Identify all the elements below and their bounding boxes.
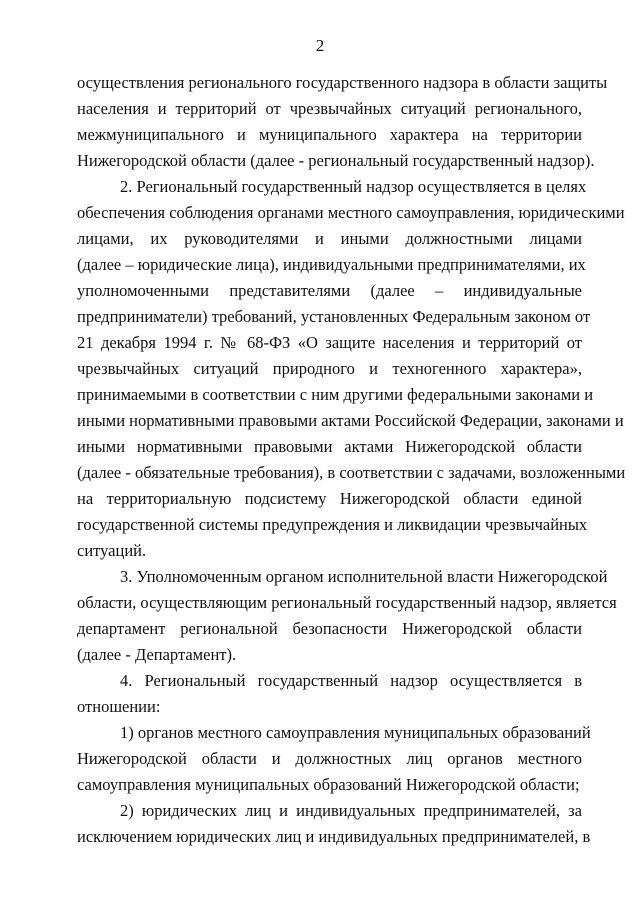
- text-line: (далее - Департамент).: [77, 645, 237, 664]
- text-line: департамент региональной безопасности Нижегородской области: [77, 619, 582, 638]
- text-line: населения и территорий от чрезвычайных ситуаций регионального,: [77, 99, 582, 118]
- list-item-1-first-line: 1) органов местного самоуправления муниципальных образований: [120, 723, 591, 742]
- text-line: обеспечения соблюдения органами местного самоуправления, юридическими: [77, 203, 625, 222]
- text-line: межмуниципального и муниципального характера на территории: [77, 125, 582, 144]
- text-line: иными нормативными правовыми актами Российской Федерации, законами и: [77, 411, 624, 430]
- text-line: исключением юридических лиц и индивидуальных предпринимателей, в: [77, 827, 591, 846]
- page-number: 2: [315, 36, 325, 55]
- text-line: на территориальную подсистему Нижегородской области единой: [77, 489, 582, 508]
- text-line: принимаемыми в соответствии с ним другими федеральными законами и: [77, 385, 594, 404]
- text-line: области, осуществляющим региональный государственный надзор, является: [77, 593, 617, 612]
- paragraph-3-first-line: 3. Уполномоченным органом исполнительной власти Нижегородской: [120, 567, 608, 586]
- text-line: (далее - обязательные требования), в соответствии с задачами, возложенными: [77, 463, 626, 482]
- text-line: лицами, их руководителями и иными должностными лицами: [77, 229, 582, 248]
- text-line: осуществления регионального государственного надзора в области защиты: [77, 73, 608, 92]
- text-line: Нижегородской области (далее - региональный государственный надзор).: [77, 151, 595, 170]
- text-line: самоуправления муниципальных образований Нижегородской области;: [77, 775, 580, 794]
- text-line: 21 декабря 1994 г. № 68-ФЗ «О защите населения и территорий от: [77, 333, 582, 352]
- text-line: предприниматели) требований, установленных Федеральным законом от: [77, 307, 591, 326]
- paragraph-2-first-line: 2. Региональный государственный надзор осуществляется в целях: [120, 177, 587, 196]
- text-line: иными нормативными правовыми актами Нижегородской области: [77, 437, 582, 456]
- text-line: (далее – юридические лица), индивидуальными предпринимателями, их: [77, 255, 586, 274]
- text-line: отношении:: [77, 697, 161, 716]
- list-item-2-first-line: 2) юридических лиц и индивидуальных предпринимателей, за: [120, 801, 582, 820]
- text-line: Нижегородской области и должностных лиц органов местного: [77, 749, 582, 768]
- text-line: уполномоченными представителями (далее – индивидуальные: [77, 281, 582, 300]
- paragraph-4-first-line: 4. Региональный государственный надзор осуществляется в: [120, 671, 582, 690]
- text-line: ситуаций.: [77, 541, 147, 560]
- text-line: чрезвычайных ситуаций природного и техногенного характера»,: [77, 359, 582, 378]
- text-line: государственной системы предупреждения и ликвидации чрезвычайных: [77, 515, 588, 534]
